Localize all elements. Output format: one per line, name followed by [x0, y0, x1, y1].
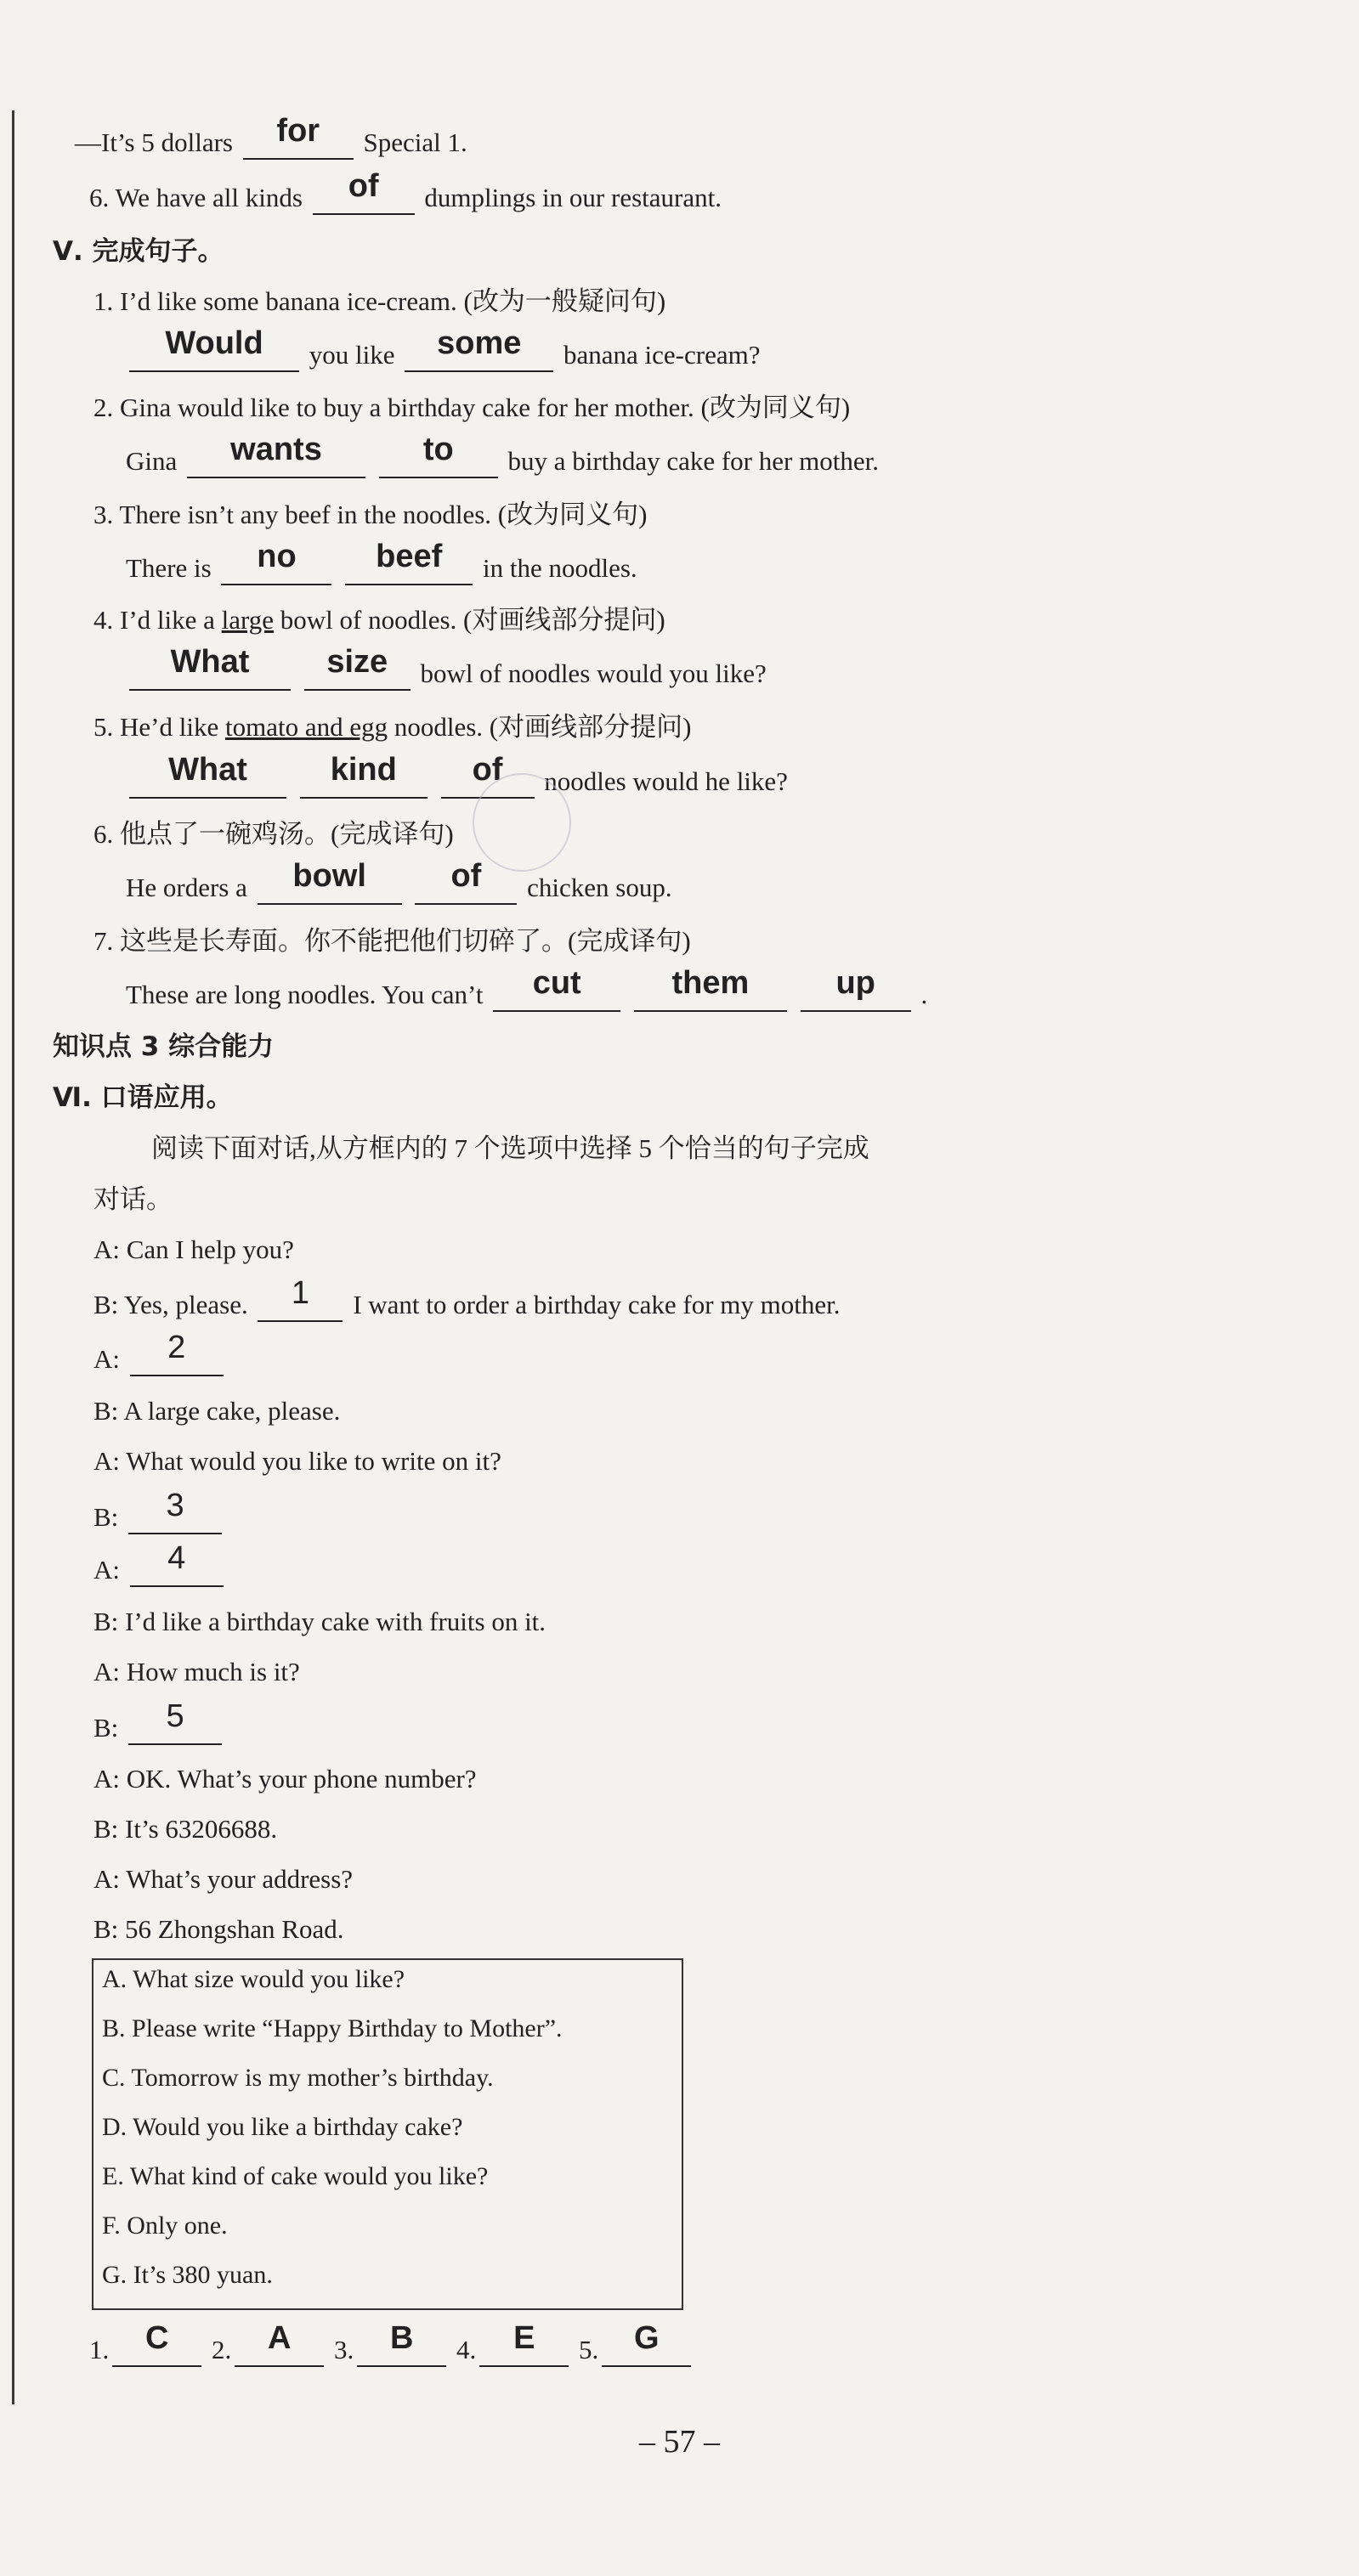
option-c: C. Tomorrow is my mother’s birthday. — [102, 2064, 494, 2092]
answer-blank: What — [129, 765, 286, 799]
line-dumplings: 6. We have all kinds of dumplings in our restaurant. — [89, 181, 722, 215]
dialog-line: B: Yes, please. 1 I want to order a birthday cake for my mother. — [93, 1288, 841, 1322]
answer-blank: Would — [129, 338, 299, 372]
answer-blank: no — [221, 551, 331, 585]
answer-row: 1. C 2. A 3. B 4. E 5. G — [89, 2333, 694, 2367]
dialog-line: A: 2 — [93, 1342, 227, 1376]
dialog-line: B: It’s 63206688. — [93, 1814, 278, 1844]
answer-blank: to — [379, 444, 498, 478]
dialog-line: A: Can I help you? — [93, 1234, 294, 1264]
answer-blank: G — [602, 2333, 691, 2367]
option-e: E. What kind of cake would you like? — [102, 2162, 489, 2190]
option-g: G. It’s 380 yuan. — [102, 2261, 273, 2289]
answer-blank: 1 — [258, 1288, 343, 1322]
q7-prompt: 7. 这些是长寿面。你不能把他们切碎了。(完成译句) — [93, 926, 691, 956]
answer-blank: of — [441, 765, 535, 799]
q4-answer: What size bowl of noodles would you like? — [126, 657, 767, 691]
option-a: A. What size would you like? — [102, 1965, 405, 1993]
answer-blank: What — [129, 657, 291, 691]
dialog-line: A: What would you like to write on it? — [93, 1446, 501, 1476]
section-5-heading: Ⅴ. 完成句子。 — [53, 236, 224, 267]
q2-answer: Gina wants to buy a birthday cake for her mother. — [126, 444, 879, 478]
q5-prompt: 5. He’d like tomato and egg noodles. (对画线部分提问) — [93, 712, 692, 742]
q1-prompt: 1. I’d like some banana ice-cream. (改为一般疑问句) — [93, 286, 666, 316]
q4-prompt: 4. I’d like a large bowl of noodles. (对画线部分提问) — [93, 605, 665, 635]
page-number: – 57 – — [639, 2424, 720, 2460]
q6-prompt: 6. 他点了一碗鸡汤。(完成译句) — [93, 819, 454, 849]
answer-blank: B — [357, 2333, 446, 2367]
q7-answer: These are long noodles. You can’t cut them up . — [126, 978, 927, 1012]
answer-blank: beef — [345, 551, 473, 585]
q6-answer: He orders a bowl of chicken soup. — [126, 871, 672, 905]
dialog-line: A: 4 — [93, 1553, 227, 1587]
answer-blank: C — [112, 2333, 201, 2367]
answer-blank: bowl — [258, 871, 402, 905]
q2-prompt: 2. Gina would like to buy a birthday cake for her mother. (改为同义句) — [93, 393, 851, 422]
answer-blank: up — [801, 978, 911, 1012]
answer-blank: cut — [493, 978, 620, 1012]
q5-answer: What kind of noodles would he like? — [126, 765, 788, 799]
answer-blank: E — [479, 2333, 569, 2367]
knowledge-point-3: 知识点 3 综合能力 — [53, 1031, 275, 1062]
answer-blank: 3 — [128, 1500, 222, 1534]
answer-blank: kind — [300, 765, 428, 799]
dialog-line: B: 5 — [93, 1711, 225, 1745]
answer-blank: A — [235, 2333, 324, 2367]
answer-blank: 4 — [130, 1553, 224, 1587]
answer-blank: 5 — [128, 1711, 222, 1745]
dialog-line: B: A large cake, please. — [93, 1396, 341, 1426]
dialog-line: A: What’s your address? — [93, 1864, 354, 1894]
answer-blank: 2 — [130, 1342, 224, 1376]
options-box — [92, 1958, 683, 2310]
q1-answer: Would you like some banana ice-cream? — [126, 338, 760, 372]
answer-blank: for — [243, 126, 354, 160]
option-d: D. Would you like a birthday cake? — [102, 2113, 463, 2141]
answer-blank: size — [304, 657, 411, 691]
dialog-line: A: How much is it? — [93, 1657, 300, 1686]
dialog-line: B: I’d like a birthday cake with fruits on it. — [93, 1607, 546, 1636]
dialog-line: A: OK. What’s your phone number? — [93, 1764, 477, 1794]
dialog-line: B: 56 Zhongshan Road. — [93, 1914, 344, 1944]
section-6-heading: Ⅵ. 口语应用。 — [53, 1082, 233, 1113]
option-f: F. Only one. — [102, 2212, 228, 2240]
q3-prompt: 3. There isn’t any beef in the noodles. (改为同义句) — [93, 500, 648, 529]
answer-blank: them — [634, 978, 787, 1012]
dialog-line: B: 3 — [93, 1500, 225, 1534]
answer-blank: some — [405, 338, 553, 372]
instruction-line-2: 对话。 — [93, 1184, 173, 1214]
line-dollars: —It’s 5 dollars for Special 1. — [75, 126, 467, 160]
margin-rule — [12, 110, 14, 2404]
q3-answer: There is no beef in the noodles. — [126, 551, 637, 585]
option-b: B. Please write “Happy Birthday to Mother”. — [102, 2014, 563, 2042]
answer-blank: of — [415, 871, 517, 905]
instruction-line-1: 阅读下面对话,从方框内的 7 个选项中选择 5 个恰当的句子完成 — [151, 1133, 869, 1163]
stamp-logo — [473, 773, 571, 872]
answer-blank: wants — [187, 444, 365, 478]
answer-blank: of — [313, 181, 415, 215]
